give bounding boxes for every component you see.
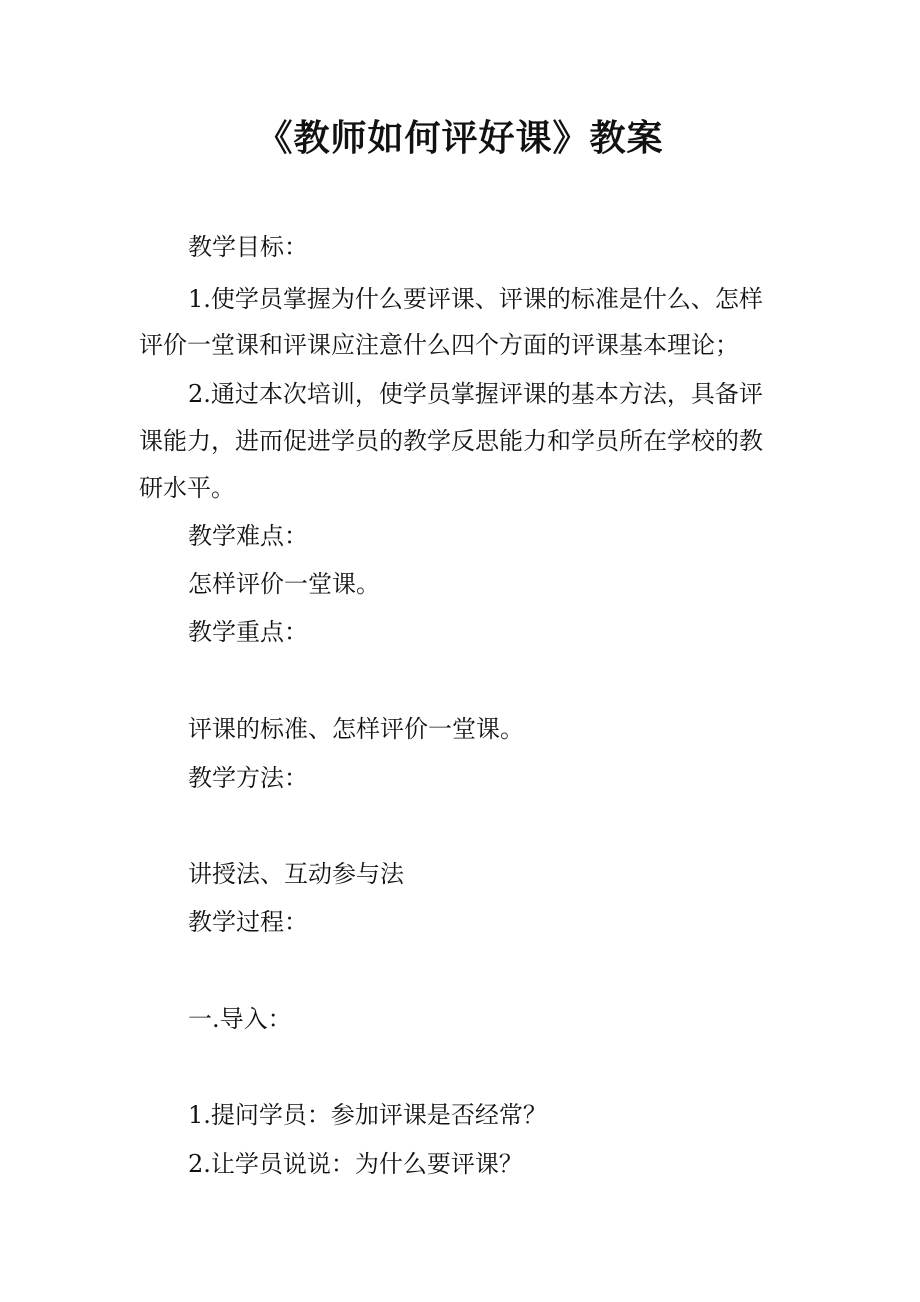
goal-1-line-1: 1.使学员掌握为什么要评课、评课的标准是什么、怎样: [188, 285, 763, 313]
document-title: 《教师如何评好课》教案: [256, 117, 664, 159]
intro-item-2: 2.让学员说说：为什么要评课？: [188, 1150, 523, 1178]
intro-item-1: 1.提问学员：参加评课是否经常？: [188, 1101, 547, 1129]
key-points-text: 评课的标准、怎样评价一堂课。: [188, 715, 524, 743]
heading-teaching-goals: 教学目标：: [188, 233, 308, 261]
heading-process: 教学过程：: [188, 908, 308, 936]
methods-text: 讲授法、互动参与法: [188, 860, 404, 888]
heading-key-points: 教学重点：: [188, 618, 308, 646]
goal-2-line-2: 课能力，进而促进学员的教学反思能力和学员所在学校的教: [139, 427, 763, 455]
difficulty-text: 怎样评价一堂课。: [188, 570, 380, 598]
heading-difficulty: 教学难点：: [188, 522, 308, 550]
goal-1-line-2: 评价一堂课和评课应注意什么四个方面的评课基本理论；: [139, 331, 739, 359]
goal-2-line-3: 研水平。: [139, 474, 235, 502]
heading-methods: 教学方法：: [188, 764, 308, 792]
section-intro: 一.导入：: [188, 1005, 292, 1033]
goal-2-line-1: 2.通过本次培训，使学员掌握评课的基本方法，具备评: [188, 380, 763, 408]
